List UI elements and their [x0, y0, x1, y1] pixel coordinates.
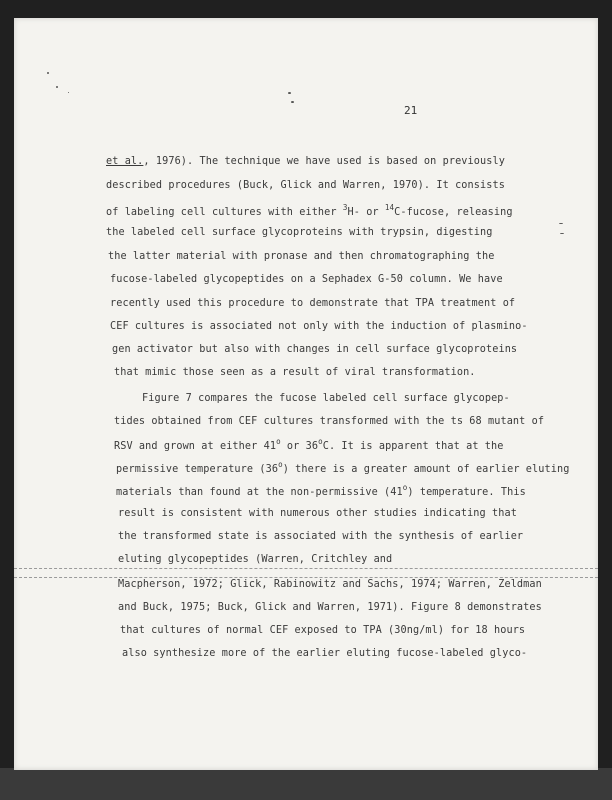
text-line: the labeled cell surface glycoproteins with trypsin, digesting — [106, 227, 493, 238]
scanner-bed-strip — [0, 768, 612, 800]
text-line: also synthesize more of the earlier eluting fucose-labeled glyco- — [122, 648, 528, 659]
text-line — [106, 203, 513, 218]
text-line — [116, 460, 569, 475]
scan-speck — [68, 92, 69, 93]
text-line — [116, 483, 526, 498]
superscript: o — [318, 437, 323, 446]
text-line: recently used this procedure to demonstrate that TPA treatment of — [110, 298, 516, 309]
text-line: eluting glycopeptides (Warren, Critchley and — [118, 554, 393, 565]
scan-speck — [560, 233, 564, 234]
text-line: that cultures of normal CEF exposed to TPA (30ng/ml) for 18 hours — [120, 625, 526, 636]
text-line: Macpherson, 1972; Glick, Rabinowitz and Sachs, 1974; Warren, Zeldman — [118, 579, 542, 590]
line-1-rest: , 1976). The technique we have used is based on previously — [143, 156, 505, 167]
text-segment: or 36 — [280, 441, 319, 452]
text-segment: RSV and grown at either 41 — [114, 441, 277, 452]
text-line — [114, 437, 504, 452]
text-segment: ) temperature. This — [407, 487, 526, 498]
text-line: that mimic those seen as a result of viral transformation. — [114, 367, 476, 378]
citation-etal: et al. — [106, 156, 144, 167]
text-segment: materials than found at the non-permissive (41 — [116, 487, 403, 498]
text-line: Figure 7 compares the fucose labeled cell surface glycopep- — [142, 393, 510, 404]
text-line — [106, 156, 505, 167]
scan-speck — [291, 101, 294, 103]
text-line: the latter material with pronase and then chromatographing the — [108, 251, 495, 262]
text-segment: C. It is apparent that at the — [322, 441, 504, 452]
superscript: 14 — [384, 203, 395, 212]
scan-speck — [47, 72, 49, 74]
text-line: fucose-labeled glycopeptides on a Sephadex G-50 column. We have — [110, 274, 503, 285]
text-segment: permissive temperature (36 — [116, 464, 279, 475]
page-number: 21 — [404, 104, 418, 117]
text-line: result is consistent with numerous other studies indicating that — [118, 508, 517, 519]
scan-speck — [56, 86, 58, 88]
text-line: and Buck, 1975; Buck, Glick and Warren, 1971). Figure 8 demonstrates — [118, 602, 542, 613]
text-line: the transformed state is associated with the synthesis of earlier — [118, 531, 524, 542]
scan-speck — [559, 223, 563, 224]
text-segment: H- or — [347, 207, 385, 218]
superscript: o — [278, 460, 283, 469]
text-segment: C-fucose, releasing — [394, 207, 513, 218]
text-line: described procedures (Buck, Glick and Warren, 1970). It consists — [106, 180, 505, 191]
superscript: o — [402, 483, 408, 492]
fold-line — [14, 568, 598, 570]
text-line: tides obtained from CEF cultures transformed with the ts 68 mutant of — [114, 416, 545, 427]
scan-speck — [288, 92, 291, 94]
text-line: CEF cultures is associated not only with the induction of plasmino- — [110, 321, 528, 332]
superscript: 3 — [342, 203, 348, 212]
text-segment: of labeling cell cultures with either — [106, 207, 343, 218]
text-line: gen activator but also with changes in cell surface glycoproteins — [112, 344, 518, 355]
text-segment: ) there is a greater amount of earlier eluting — [282, 464, 570, 475]
superscript: o — [276, 437, 281, 446]
